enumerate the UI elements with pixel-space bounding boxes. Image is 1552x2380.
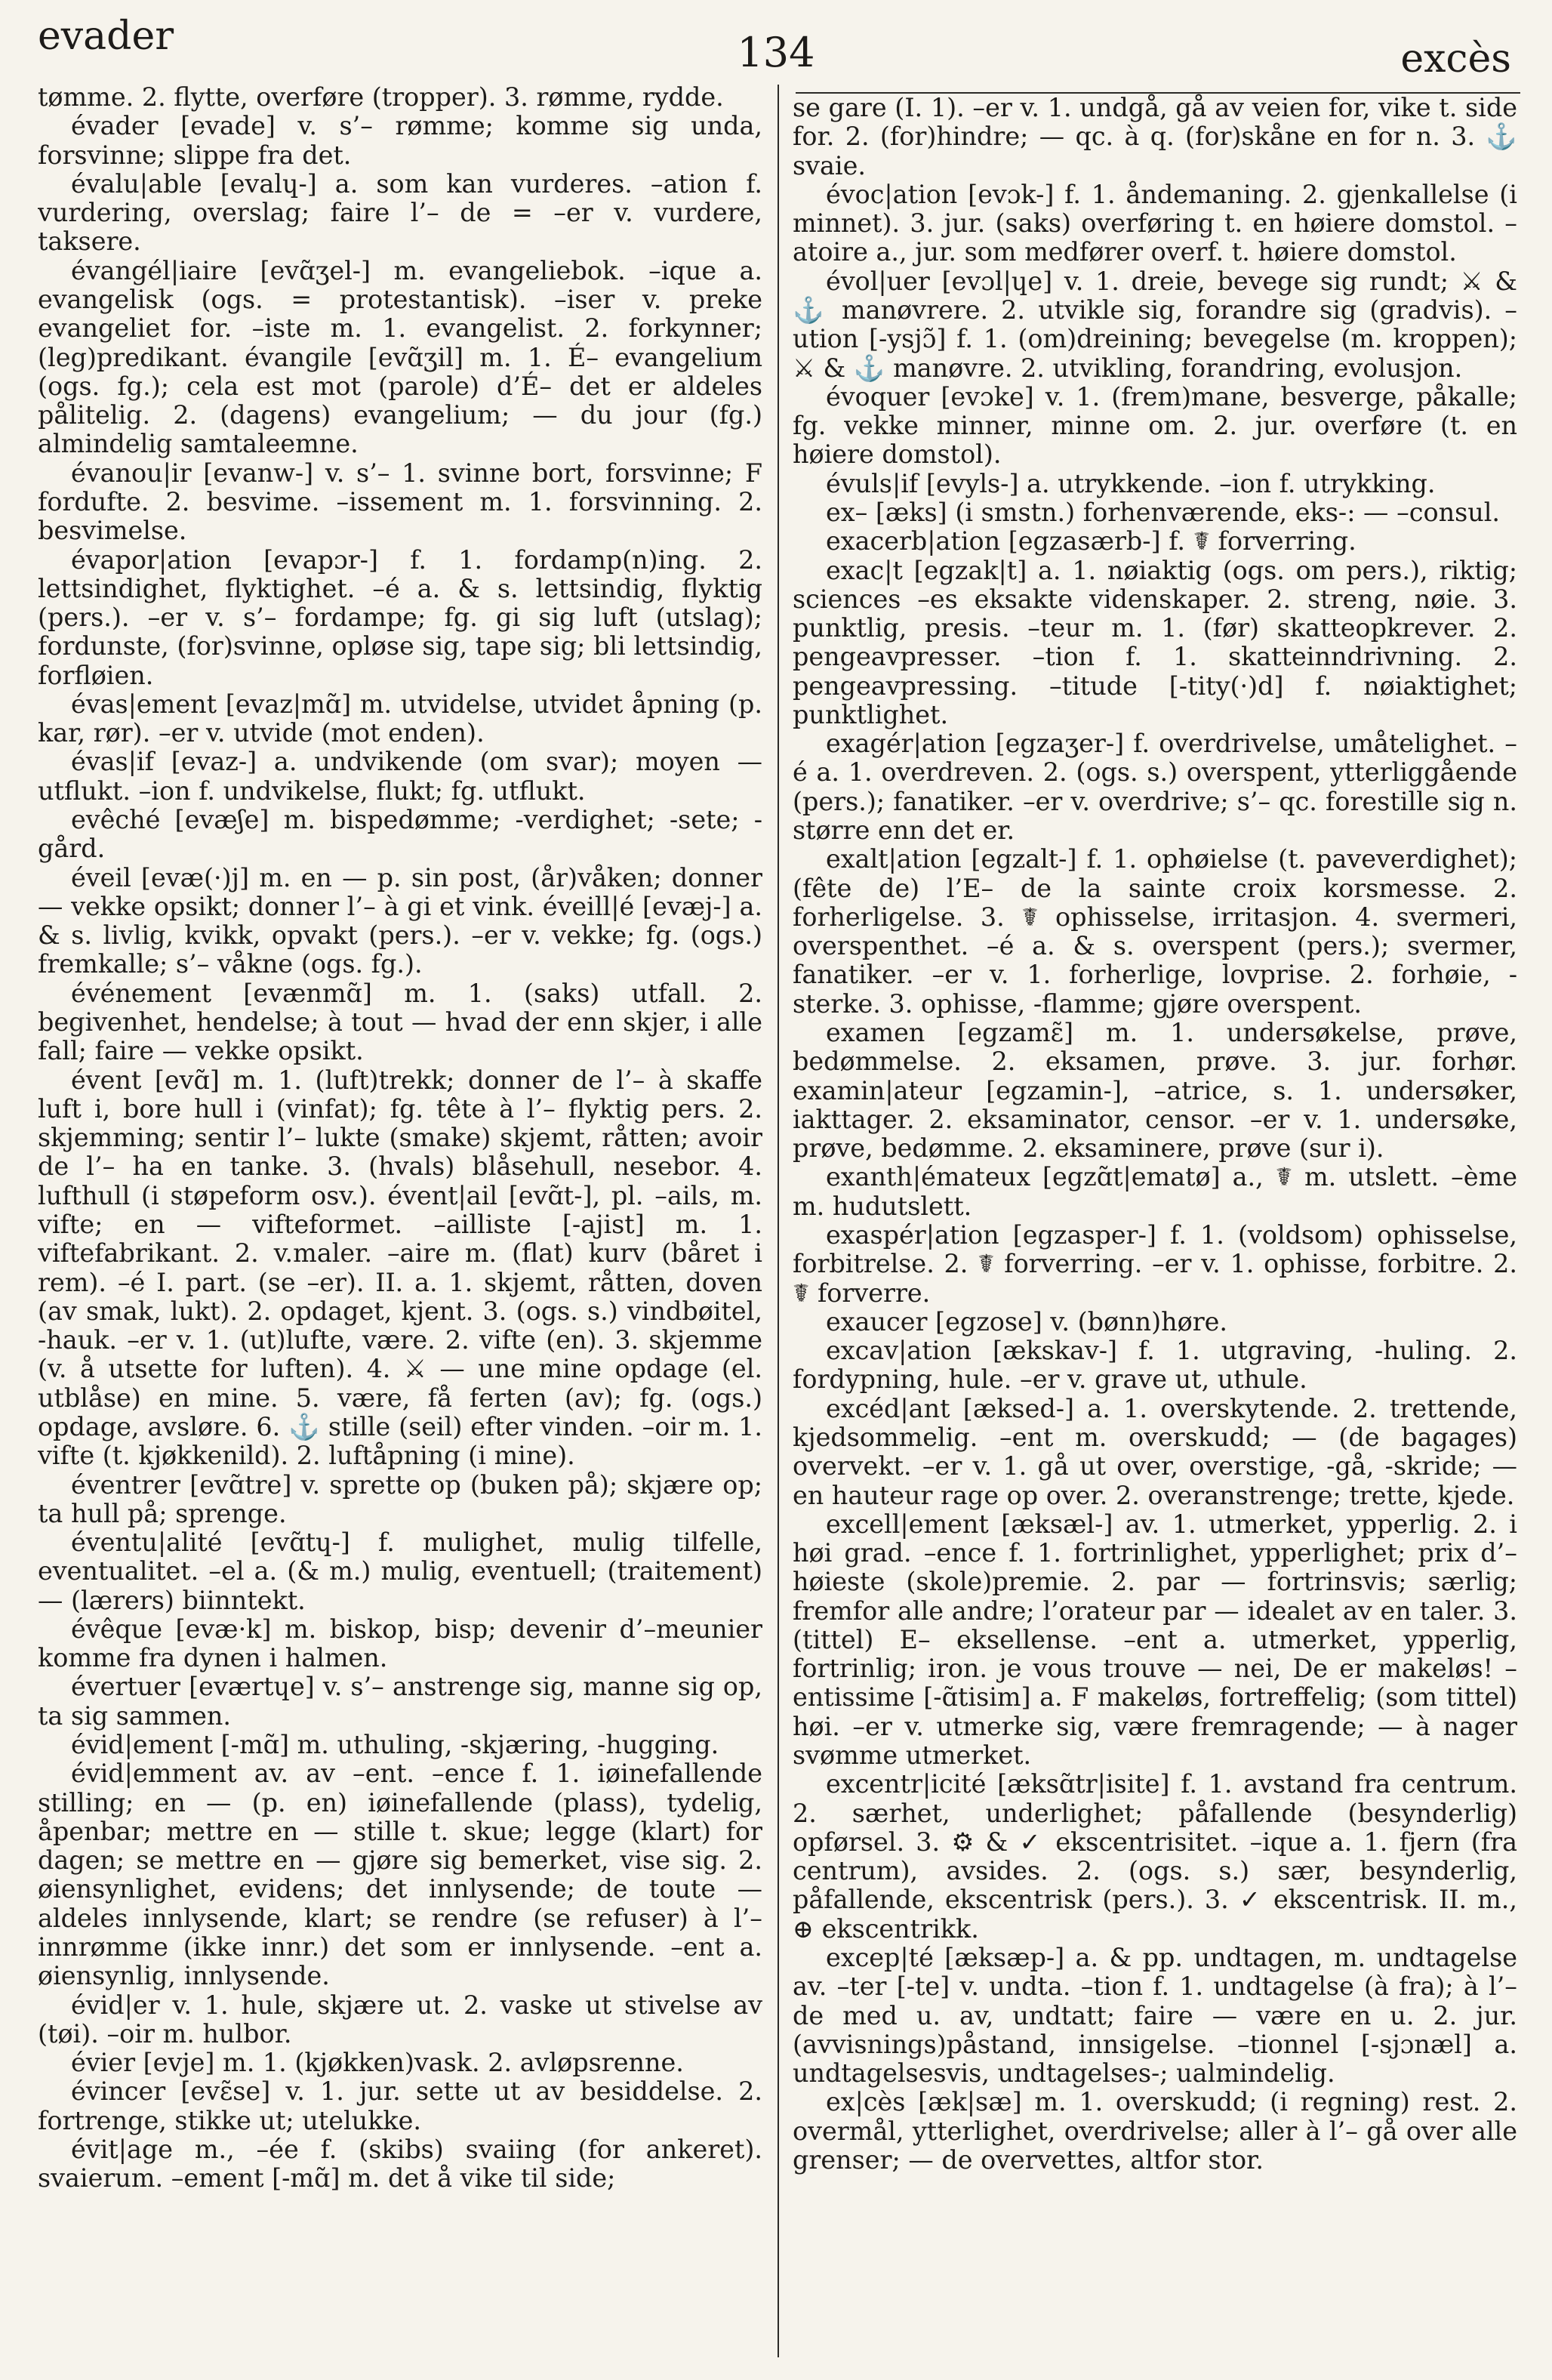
dictionary-entry: évid|er v. 1. hule, skjære ut. 2. vaske ut stivelse av (tøi). –oir m. hulbor.	[38, 1990, 762, 2049]
dictionary-entry: événement [evænmɑ̃] m. 1. (saks) utfall. 2. begivenhet, hendelse; à tout — hvad der enn skjer, i alle fall; faire — vekke opsikt.	[38, 978, 762, 1066]
dictionary-entry: évas|ement [evaz|mɑ̃] m. utvidelse, utvidet åpning (p. kar, rør). –er v. utvide (mot enden).	[38, 689, 762, 748]
right-column	[793, 94, 1517, 2374]
dictionary-entry: évertuer [eværtɥe] v. s’– anstrenge sig, manne sig op, ta sig sammen.	[38, 1672, 762, 1731]
guide-word-left: evader	[38, 14, 174, 59]
guide-word-right: excès	[1400, 36, 1511, 82]
dictionary-entry: évit|age m., –ée f. (skibs) svaiing (for ankeret). svaierum. –ement [-mɑ̃] m. det å vike til side;	[38, 2134, 762, 2193]
dictionary-entry: éventu|alité [evɑ̃tɥ-] f. mulighet, mulig tilfelle, eventualitet. –el a. (& m.) mulig, eventuell; (traitement) — (lærers) biinntekt.	[38, 1528, 762, 1615]
page-number: 134	[737, 29, 815, 76]
column-divider	[778, 85, 779, 2357]
dictionary-entry: excell|ement [æksæl-] av. 1. utmerket, ypperlig. 2. i høi grad. –ence f. 1. fortrinlighet, ypperlighet; prix d’– høieste (skole)premie. 2. par — fortrinsvis; særlig; fremfor alle andre; l’orateur par — idealet av en taler. 3. (tittel) E– eksellense. –ent a. utmerket, ypperlig, fortrinlig; iron. je vous trouve — nei, De er makeløs! –entissime [-ɑ̃tisim] a. F makeløs, fortreffelig; (som tittel) høi. –er v. utmerke sig, være fremragende; — à nager svømme utmerket.	[793, 1509, 1517, 1771]
dictionary-entry: évangél|iaire [evɑ̃ʒel-] m. evangeliebok. –ique a. evangelisk (ogs. = protestantisk). –iser v. preke evangeliet for. –iste m. 1. evangelist. 2. forkynner; (leg)predikant. évangile [evɑ̃ʒil] m. 1. É– evangelium (ogs. fg.); cela est mot (parole) d’É– det er aldeles pålitelig. 2. (dagens) evangelium; — du jour (fg.) almindelig samtaleemne.	[38, 255, 762, 459]
dictionary-entry: éveil [evæ(·)j] m. en — p. sin post, (år)våken; donner — vekke opsikt; donner l’– à gi et vink. éveill|é [evæj-] a. & s. livlig, kvikk, opvakt (pers.). –er v. vekke; fg. (ogs.) fremkalle; s’– våkne (ogs. fg.).	[38, 862, 762, 979]
dictionary-entry: exanth|émateux [egzɑ̃t|ematø] a., ☤ m. utslett. –ème m. hudutslett.	[793, 1162, 1517, 1221]
dictionary-entry: évid|emment av. av –ent. –ence f. 1. iøinefallende stilling; en — (p. en) iøinefallende (plass), tydelig, åpenbar; mettre en — stille t. skue; legge (klart) for dagen; se mettre en — gjøre sig bemerket, vise sig. 2. øiensynlighet, evidens; det innlysende; de toute — aldeles innlysende, klart; se rendre (se refuser) à l’–innrømme (ikke innr.) det som er innlysende. –ent a. øiensynlig, innlysende.	[38, 1759, 762, 1991]
dictionary-entry: tømme. 2. flytte, overføre (tropper). 3. rømme, rydde.	[38, 83, 724, 112]
dictionary-entry: exaspér|ation [egzasper-] f. 1. (voldsom) ophisselse, forbitrelse. 2. ☤ forverring. –er v. 1. ophisse, forbitre. 2. ☤ forverre.	[793, 1219, 1517, 1308]
dictionary-entry: excav|ation [ækskav-] f. 1. utgraving, -huling. 2. fordypning, hule. –er v. grave ut, uthule.	[793, 1336, 1517, 1395]
dictionary-entry: évêque [evæ·k] m. biskop, bisp; devenir d’–meunier komme fra dynen i halmen.	[38, 1614, 762, 1673]
dictionary-entry: exalt|ation [egzalt-] f. 1. ophøielse (t. paveverdighet); (fête de) l’E– de la sainte croix korsmesse. 2. forherligelse. 3. ☤ ophisselse, irritasjon. 4. svermeri, overspenthet. –é a. & s. overspent (pers.); svermer, fanatiker. –er v. 1. forherlige, lovprise. 2. forhøie, -sterke. 3. ophisse, -flamme; gjøre overspent.	[793, 844, 1517, 1019]
dictionary-entry: ex– [æks] (i smstn.) forhenværende, eks-: — –consul.	[826, 497, 1501, 527]
dictionary-entry: exac|t [egzak|t] a. 1. nøiaktig (ogs. om pers.), riktig; sciences –es eksakte videnskaper. 2. streng, nøie. 3. punktlig, presis. –teur m. 1. (før) skatteopkrever. 2. pengeavpresser. –tion f. 1. skatteinndrivning. 2. pengeavpressing. –titude [-tity(·)d] f. nøiaktighet; punktlighet.	[793, 555, 1517, 729]
dictionary-entry: évapor|ation [evapɔr-] f. 1. fordamp(n)ing. 2. lettsindighet, flyktighet. –é a. & s. lettsindig, flyktig (pers.). –er v. s’– fordampe; fg. gi sig luft (utslag); fordunste, (for)svinne, opløse sig, tape sig; bli lettsindig, forfløien.	[38, 544, 762, 690]
dictionary-entry: excep|té [æksæp-] a. & pp. undtagen, m. undtagelse av. –ter [-te] v. undta. –tion f. 1. undtagelse (à fra); à l’– de med u. av, undtatt; faire — være en u. 2. jur. (avvisnings)påstand, innsigelse. –tionnel [-sjɔnæl] a. undtagelsesvis, undtagelses-; ualmindelig.	[793, 1943, 1517, 2089]
dictionary-entry: évanou|ir [evanw-] v. s’– 1. svinne bort, forsvinne; F fordufte. 2. besvime. –issement m. 1. forsvinning. 2. besvimelse.	[38, 458, 762, 546]
dictionary-entry: ex|cès [æk|sæ] m. 1. overskudd; (i regning) rest. 2. overmål, ytterlighet, overdrivelse; aller à l’– gå over alle grenser; — de overvettes, altfor stor.	[793, 2087, 1517, 2175]
dictionary-entry: évent [evɑ̃] m. 1. (luft)trekk; donner de l’– à skaffe luft i, bore hull i (vinfat); fg. tête à l’– flyktig pers. 2. skjemming; sentir l’– lukte (smake) skjemt, råtten; avoir de l’– ha en tanke. 3. (hvals) blåsehull, nesebor. 4. lufthull (i støpeform osv.). évent|ail [evɑ̃t-], pl. –ails, m. vifte; en — vifteformet. –ailliste [-ajist] m. 1. viftefabrikant. 2. v.maler. –aire m. (flat) kurv (båret i rem). –é I. part. (se –er). II. a. 1. skjemt, råtten, doven (av smak, lukt). 2. opdaget, kjent. 3. (ogs. s.) vindbøitel, -hauk. –er v. 1. (ut)lufte, være. 2. vifte (en). 3. skjemme (v. å utsette for luften). 4. ⚔ — une mine opdage (el. utblåse) en mine. 5. være, få ferten (av); fg. (ogs.) opdage, avsløre. 6. ⚓ stille (seil) efter vinden. –oir m. 1. vifte (t. kjøkkenild). 2. luftåpning (i mine).	[38, 1065, 762, 1471]
dictionary-entry: évader [evade] v. s’– rømme; komme sig unda, forsvinne; slippe fra det.	[38, 111, 762, 170]
dictionary-entry: exagér|ation [egzaʒer-] f. overdrivelse, umåtelighet. –é a. 1. overdreven. 2. (ogs. s.) overspent, ytterliggående (pers.); fanatiker. –er v. overdrive; s’– qc. forestille sig n. større enn det er.	[793, 729, 1517, 846]
dictionary-entry: exaucer [egzose] v. (bønn)høre.	[826, 1306, 1228, 1336]
dictionary-entry: évoc|ation [evɔk-] f. 1. åndemaning. 2. gjenkallelse (i minnet). 3. jur. (saks) overføring t. en høiere domstol. –atoire a., jur. som medfører overf. t. høiere domstol.	[793, 179, 1517, 267]
page-header	[36, 9, 1516, 85]
dictionary-entry: évier [evje] m. 1. (kjøkken)vask. 2. avløpsrenne.	[71, 2048, 684, 2078]
dictionary-entry: évas|if [evaz-] a. undvikende (om svar); moyen — utflukt. –ion f. undvikelse, flukt; fg. utflukt.	[38, 747, 762, 806]
dictionary-entry: éventrer [evɑ̃tre] v. sprette op (buken på); skjære op; ta hull på; sprenge.	[38, 1469, 762, 1528]
dictionary-entry: evêché [evæʃe] m. bispedømme; -verdighet; -sete; -gård.	[38, 805, 762, 864]
left-column	[38, 83, 762, 2363]
dictionary-entry: examen [egzamɛ̃] m. 1. undersøkelse, prøve, bedømmelse. 2. eksamen, prøve. 3. jur. forhør. examin|ateur [egzamin-], –atrice, s. 1. undersøker, iakttager. 2. eksaminator, censor. –er v. 1. undersøke, prøve, bedømme. 2. eksaminere, prøve (sur i).	[793, 1018, 1517, 1164]
dictionary-entry: excentr|icité [æksɑ̃tr|isite] f. 1. avstand fra centrum. 2. særhet, underlighet; påfallende (besynderlig) opførsel. 3. ⚙ & ✓ ekscentrisitet. –ique a. 1. fjern (fra centrum), avsides. 2. (ogs. s.) sær, besynderlig, påfallende, ekscentrisk (pers.). 3. ✓ ekscentrisk. II. m., ⊕ ekscentrikk.	[793, 1769, 1517, 1944]
dictionary-entry: évid|ement [-mɑ̃] m. uthuling, -skjæring, -hugging.	[71, 1730, 719, 1760]
dictionary-entry: évoquer [evɔke] v. 1. (frem)mane, besverge, påkalle; fg. vekke minner, minne om. 2. jur. overføre (t. en høiere domstol).	[793, 381, 1517, 470]
dictionary-entry: excéd|ant [æksed-] a. 1. overskytende. 2. trettende, kjedsommelig. –ent m. overskudd; — (de bagages) overvekt. –er v. 1. gå ut over, overstige, -gå, -skride; — en hauteur rage op over. 2. overanstrenge; trette, kjede.	[793, 1393, 1517, 1510]
dictionary-entry: se gare (I. 1). –er v. 1. undgå, gå av veien for, vike t. side for. 2. (for)hindre; — qc. à q. (for)skåne en for n. 3. ⚓ svaie.	[793, 94, 1517, 180]
dictionary-entry: évincer [evɛ̃se] v. 1. jur. sette ut av besiddelse. 2. fortrenge, stikke ut; utelukke.	[38, 2076, 762, 2135]
dictionary-entry: évalu|able [evalɥ-] a. som kan vurderes. –ation f. vurdering, overslag; faire l’– de = –er v. vurdere, taksere.	[38, 168, 762, 257]
dictionary-entry: exacerb|ation [egzasærb-] f. ☤ forverring.	[826, 526, 1356, 556]
dictionary-entry: évol|uer [evɔl|ɥe] v. 1. dreie, bevege sig rundt; ⚔ & ⚓ manøvrere. 2. utvikle sig, forandre sig (gradvis). –ution [-ysjɔ̃] f. 1. (om)dreining; bevegelse (m. kroppen); ⚔ & ⚓ manøvre. 2. utvikling, forandring, evolusjon.	[793, 266, 1517, 383]
dictionary-entry: évuls|if [evyls-] a. utrykkende. –ion f. utrykking.	[826, 468, 1436, 498]
